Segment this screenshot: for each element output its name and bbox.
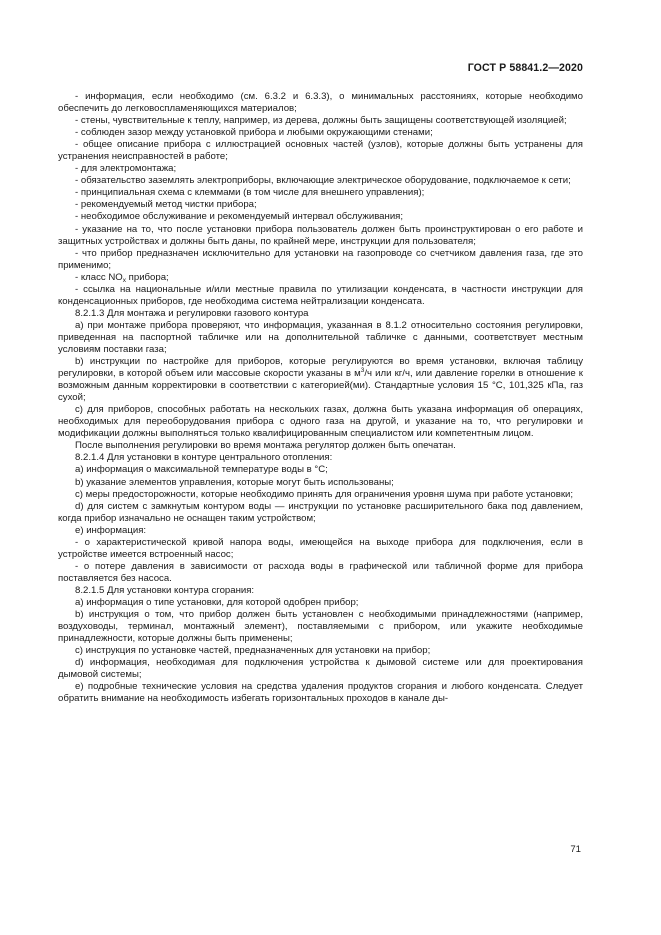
regulation-paragraph — [58, 356, 583, 404]
page-number: 71 — [570, 844, 581, 855]
document-standard-id: ГОСТ Р 58841.2—2020 — [467, 62, 583, 74]
section-heading: 8.2.1.5 Для установки контура сгорания: — [75, 584, 255, 596]
paragraph: c) для приборов, способных работать на нескольких газах, должна быть указана информация об операциях, необходимых для переоборудования прибора с одного газа на другой, и указание на то, что регулировки и модификации должны выполняться только квалифицированным специалистом или компетентным лицом. — [58, 404, 583, 440]
nox-text: - класс NO — [75, 271, 123, 283]
paragraph: - информация, если необходимо (см. 6.3.2 и 6.3.3), о минимальных расстояниях, которые необходимо обеспечить до легковоспламеняющихся материалов; — [58, 91, 583, 115]
paragraph: - общее описание прибора с иллюстрацией основных частей (узлов), которые должны быть устранены для устранения неисправностей в работе; — [58, 139, 583, 163]
paragraph: - о характеристической кривой напора воды, имеющейся на выходе прибора для подключения, если в устройстве имеется встроенный насос; — [58, 536, 583, 560]
paragraph: - что прибор предназначен исключительно для установки на газопроводе со счетчиком давления газа, где это применимо; — [58, 247, 583, 271]
paragraph: - ссылка на национальные и/или местные правила по утилизации конденсата, в частности инструкции для конденсационных приборов, где необходима система нейтрализации конденсата. — [58, 283, 583, 307]
paragraph: b) инструкция о том, что прибор должен быть установлен с необходимыми принадлежностями (например, воздуховоды, терминал, монтажный элемент), поставляемыми с прибором, или укажите необходимые принадлежности, которые должны быть применены; — [58, 609, 583, 645]
paragraph: - указание на то, что после установки прибора пользователь должен быть проинструктирован о его работе и защитных устройствах и должны быть даны, по крайней мере, инструкции для пользователя; — [58, 223, 583, 247]
paragraph: c) меры предосторожности, которые необходимо принять для ограничения уровня шума при работе установки; — [75, 488, 574, 500]
section-heading: 8.2.1.3 Для монтажа и регулировки газового контура — [75, 307, 309, 319]
section-heading: 8.2.1.4 Для установки в контуре центрального отопления: — [75, 452, 333, 464]
document-body — [58, 91, 583, 705]
paragraph: - для электромонтажа; — [75, 163, 177, 175]
paragraph: d) информация, необходимая для подключения устройства к дымовой системе или для проектирования дымовой системы; — [58, 657, 583, 681]
paragraph: - соблюден зазор между установкой прибора и любыми окружающими стенами; — [75, 127, 433, 139]
paragraph: a) при монтаже прибора проверяют, что информация, указанная в 8.1.2 относительно состояния регулировки, приведенная на паспортной табличке или на дополнительной табличке с данными, соответствует местным условиям поставки газа; — [58, 319, 583, 355]
nox-text-end: прибора; — [126, 271, 169, 283]
paragraph: - необходимое обслуживание и рекомендуемый интервал обслуживания; — [75, 211, 404, 223]
cubic-superscript: 3 — [360, 367, 365, 375]
paragraph: d) для систем с замкнутым контуром воды — инструкции по установке расширительного бака под давлением, когда прибор изначально не оснащен таким устройством; — [58, 500, 583, 524]
regulation-text-end: /ч или кг/ч, или давление горелки в отношение к возможным данным корректировки в соответствии с категорией(ми). Стандартные условия 15 °С, 101,325 кПа, газ сухой; — [58, 368, 584, 404]
paragraph: - стены, чувствительные к теплу, например, из дерева, должны быть защищены соответствующей изоляцией; — [75, 115, 567, 127]
paragraph: - обязательство заземлять электроприборы, включающие электрическое оборудование, подключаемое к сети; — [75, 175, 571, 187]
paragraph: a) информация о максимальной температуре воды в °С; — [75, 464, 328, 476]
paragraph: e) подробные технические условия на средства удаления продуктов сгорания и любого конденсата. Следует обратить внимание на необходимость избегать горизонтальных проходов в канале ды- — [58, 681, 583, 705]
regulation-text: b) инструкции по настройке для приборов, которые регулируются во время установки, включая таблицу регулировки, в которой объем или массовые скорости указаны в м — [58, 356, 583, 380]
paragraph: a) информация о типе установки, для которой одобрен прибор; — [75, 596, 359, 608]
paragraph: После выполнения регулировки во время монтажа регулятор должен быть опечатан. — [75, 440, 456, 452]
nox-class-paragraph — [58, 272, 583, 284]
paragraph: c) инструкция по установке частей, предназначенных для установки на прибор; — [75, 645, 431, 657]
paragraph: - принципиальная схема с клеммами (в том числе для внешнего управления); — [75, 187, 425, 199]
paragraph: - рекомендуемый метод чистки прибора; — [75, 199, 257, 211]
paragraph: - о потере давления в зависимости от расхода воды в графической или табличной форме для прибора поставляется без насоса. — [58, 560, 583, 584]
paragraph: e) информация: — [75, 524, 147, 536]
nox-subscript: x — [122, 276, 126, 284]
paragraph: b) указание элементов управления, которые могут быть использованы; — [75, 476, 394, 488]
